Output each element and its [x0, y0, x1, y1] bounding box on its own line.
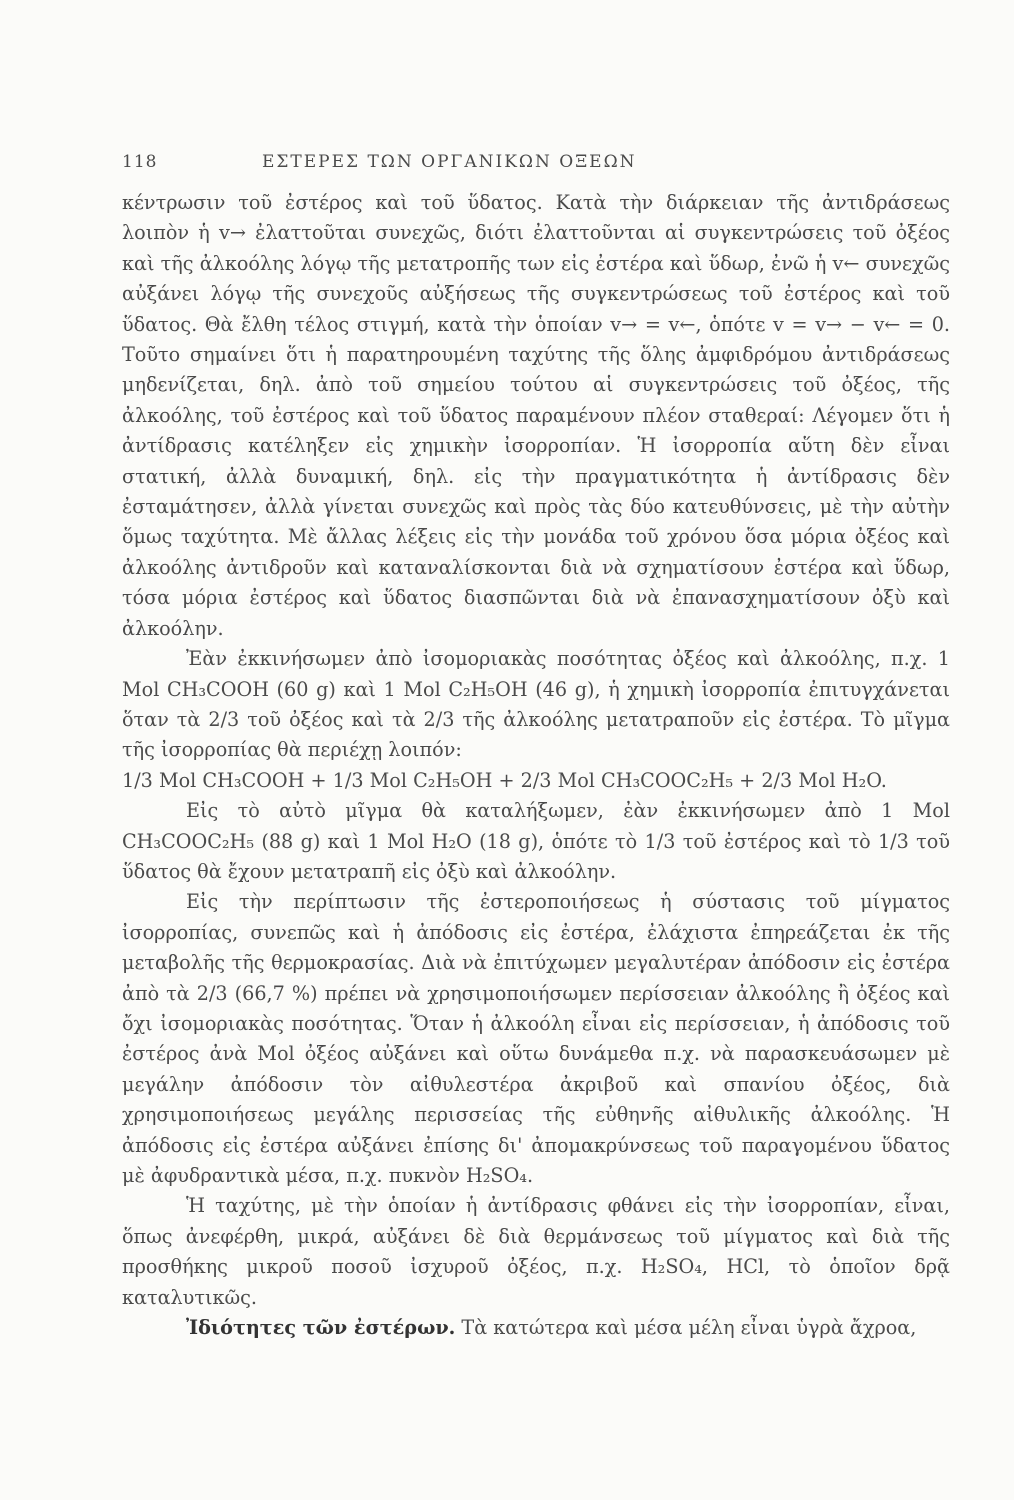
paragraph: Ἐὰν ἐκκινήσωμεν ἀπὸ ἰσομοριακὰς ποσότητας ὀξέος καὶ ἀλκοόλης, π.χ. 1 Mol CH₃COOH (60 g) καὶ 1 Mol C₂H₅OH (46 g), ἡ χημικὴ ἰσορροπία ἐπιτυγχάνεται ὅταν τὰ 2/3 τοῦ ὀξέος καὶ τὰ 2/3 τῆς ἀλκοόλης μετατραποῦν εἰς ἐστέρα. Τὸ μῖγμα τῆς ἰσορροπίας θὰ περιέχῃ λοιπόν:: [122, 647, 950, 762]
paragraph: Εἰς τὴν περίπτωσιν τῆς ἐστεροποιήσεως ἡ σύστασις τοῦ μίγματος ἰσορροπίας, συνεπῶς καὶ ἡ ἀπόδοσις εἰς ἐστέρα, ἐλάχιστα ἐπηρεάζεται ἐκ τῆς μεταβολῆς τῆς θερμοκρασίας. Διὰ νὰ ἐπιτύχωμεν μεγαλυτέραν ἀπόδοσιν εἰς ἐστέρα ἀπὸ τὰ 2/3 (66,7 %) πρέπει νὰ χρησιμοποιήσωμεν περίσσειαν ἀλκοόλης ἢ ὀξέος καὶ ὄχι ἰσομοριακὰς ποσότητας. Ὅταν ἡ ἀλκοόλη εἶναι εἰς περίσσειαν, ἡ ἀπόδοσις τοῦ ἐστέρος ἀνὰ Mol ὀξέος αὐξάνει καὶ οὕτω δυνάμεθα π.χ. νὰ παρασκευάσωμεν μὲ μεγάλην ἀπόδοσιν τὸν αἰθυλεστέρα ἀκριβοῦ καὶ σπανίου ὀξέος, διὰ χρησιμοποιήσεως μεγάλης περισσείας τῆς εὐθηνῆς αἰθυλικῆς ἀλκοόλης. Ἡ ἀπόδοσις εἰς ἐστέρα αὐξάνει ἐπίσης δι' ἀπομακρύνσεως τοῦ παραγομένου ὕδατος μὲ ἀφυδραντικὰ μέσα, π.χ. πυκνὸν H₂SO₄.: [122, 890, 950, 1187]
equilibrium-formula: 1/3 Mol CH₃COOH + 1/3 Mol C₂H₅OH + 2/3 Mol CH₃COOC₂H₅ + 2/3 Mol H₂O.: [122, 768, 887, 792]
paragraph: [122, 1313, 950, 1343]
page-number: 118: [122, 152, 158, 172]
paragraph: κέντρωσιν τοῦ ἐστέρος καὶ τοῦ ὕδατος. Κατὰ τὴν διάρκειαν τῆς ἀντιδράσεως λοιπὸν ἡ v→ ἐλαττοῦται συνεχῶς, διότι ἐλαττοῦνται αἱ συγκεντρώσεις τοῦ ὀξέος καὶ τῆς ἀλκοόλης λόγῳ τῆς μετατροπῆς των εἰς ἐστέρα καὶ ὕδωρ, ἐνῶ ἡ v← συνεχῶς αὐξάνει λόγῳ τῆς συνεχοῦς αὐξήσεως τῆς συγκεντρώσεως τοῦ ἐστέρος καὶ τοῦ ὕδατος. Θὰ ἔλθη τέλος στιγμή, κατὰ τὴν ὁποίαν v→ = v←, ὁπότε v = v→ − v← = 0. Τοῦτο σημαίνει ὅτι ἡ παρατηρουμένη ταχύτης τῆς ὅλης ἀμφιδρόμου ἀντιδράσεως μηδενίζεται, δηλ. ἀπὸ τοῦ σημείου τούτου αἱ συγκεντρώσεις τοῦ ὀξέος, τῆς ἀλκοόλης, τοῦ ἐστέρος καὶ τοῦ ὕδατος παραμένουν πλέον σταθεραί: Λέγομεν ὅτι ἡ ἀντίδρασις κατέληξεν εἰς χημικὴν ἰσορροπίαν. Ἡ ἰσορροπία αὕτη δὲν εἶναι στατική, ἀλλὰ δυναμική, δηλ. εἰς τὴν πραγματικότητα ἡ ἀντίδρασις δὲν ἐσταμάτησεν, ἀλλὰ γίνεται συνεχῶς καὶ πρὸς τὰς δύο κατευθύνσεις, μὲ τὴν αὐτὴν ὅμως ταχύτητα. Μὲ ἄλλας λέξεις εἰς τὴν μονάδα τοῦ χρόνου ὅσα μόρια ὀξέος καὶ ἀλκοόλης ἀντιδροῦν καὶ καταναλίσκονται διὰ νὰ σχηματίσουν ἐστέρα καὶ ὕδωρ, τόσα μόρια ἐστέρος καὶ ὕδατος διασπῶνται διὰ νὰ ἐπανασχηματίσουν ὀξὺ καὶ ἀλκοόλην.: [122, 191, 950, 640]
paragraph: Ἡ ταχύτης, μὲ τὴν ὁποίαν ἡ ἀντίδρασις φθάνει εἰς τὴν ἰσορροπίαν, εἶναι, ὅπως ἀνεφέρθη, μικρά, αὐξάνει δὲ διὰ θερμάνσεως τοῦ μίγματος καὶ διὰ τῆς προσθήκης μικροῦ ποσοῦ ἰσχυροῦ ὀξέος, π.χ. H₂SO₄, HCl, τὸ ὁποῖον δρᾷ καταλυτικῶς.: [122, 1194, 950, 1309]
paragraph-text: Τὰ κατώτερα καὶ μέσα μέλη εἶναι ὑγρὰ ἄχροα,: [455, 1316, 917, 1340]
body-text: [122, 188, 950, 1343]
book-page: [122, 152, 950, 1343]
section-heading: Ἰδιότητες τῶν ἐστέρων.: [186, 1316, 456, 1340]
page-header: [122, 152, 950, 188]
running-head: ΕΣΤΕΡΕΣ ΤΩΝ ΟΡΓΑΝΙΚΩΝ ΟΞΕΩΝ: [262, 152, 637, 172]
paragraph: Εἰς τὸ αὐτὸ μῖγμα θὰ καταλήξωμεν, ἐὰν ἐκκινήσωμεν ἀπὸ 1 Mol CH₃COOC₂H₅ (88 g) καὶ 1 Mol H₂O (18 g), ὁπότε τὸ 1/3 τοῦ ἐστέρος καὶ τὸ 1/3 τοῦ ὕδατος θὰ ἔχουν μετατραπῆ εἰς ὀξὺ καὶ ἀλκοόλην.: [122, 799, 950, 883]
